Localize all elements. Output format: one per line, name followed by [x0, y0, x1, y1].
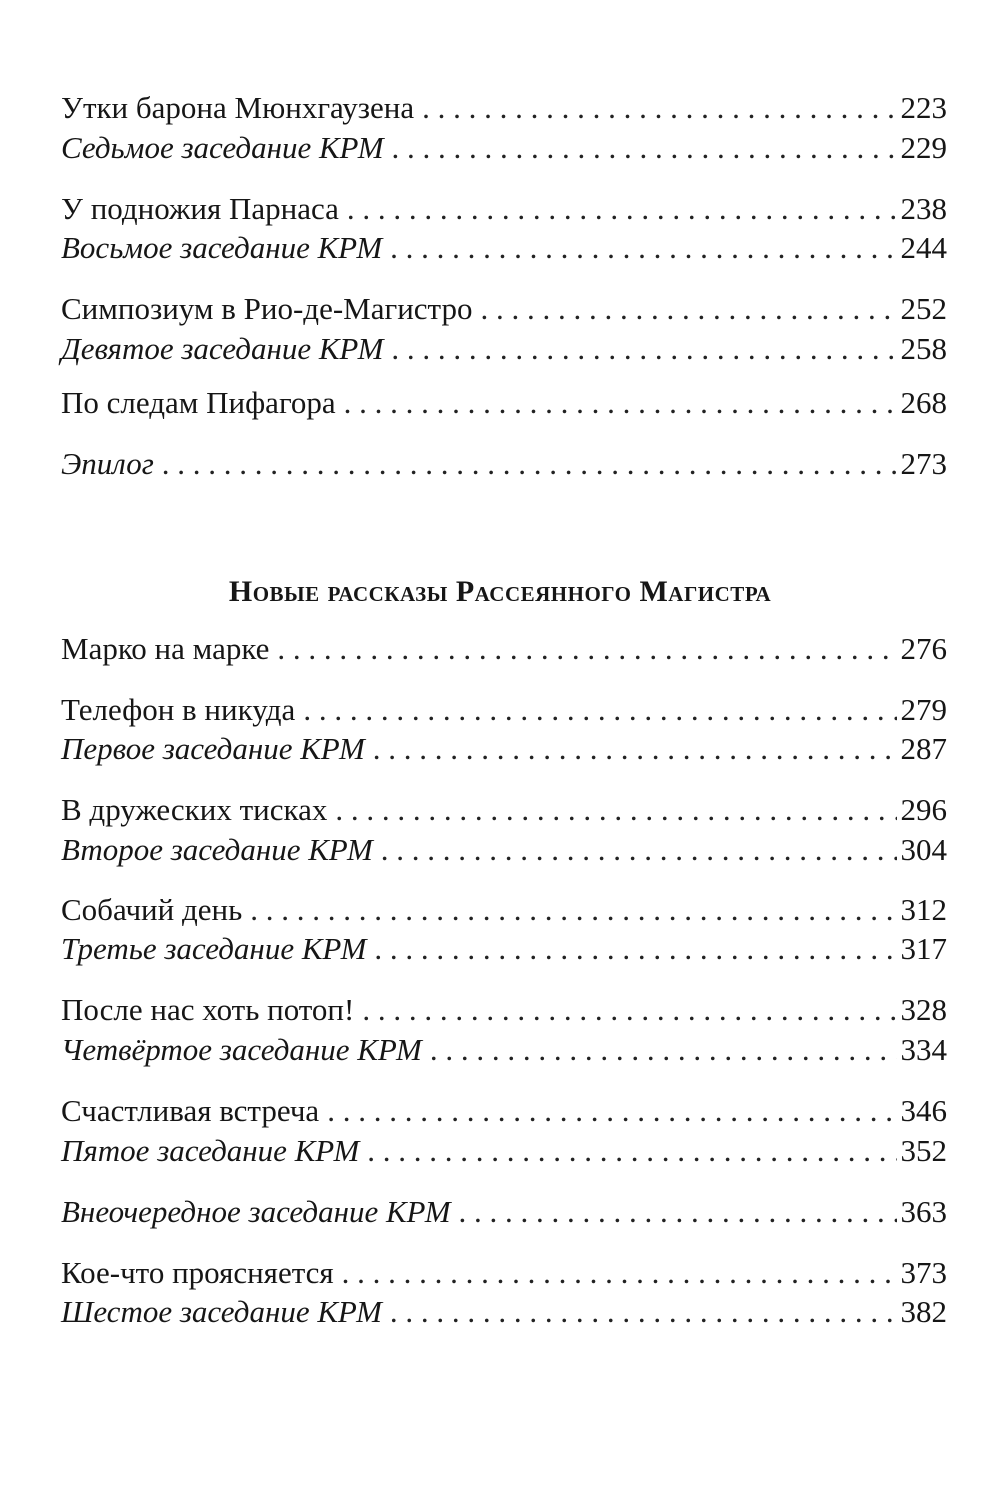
dot-leader	[392, 128, 897, 168]
toc-entry[interactable]	[61, 1192, 947, 1232]
toc-entry[interactable]	[61, 890, 947, 930]
dot-leader	[390, 1292, 897, 1332]
toc-entry-title: Пятое заседание КРМ	[61, 1133, 360, 1168]
toc-entry-title: Шестое заседание КРМ	[61, 1294, 382, 1329]
dot-leader	[344, 383, 897, 423]
dot-leader	[422, 88, 896, 128]
toc-entry-page: 382	[900, 1294, 947, 1329]
dot-leader	[459, 1192, 897, 1232]
dot-leader	[277, 629, 896, 669]
dot-leader	[390, 228, 896, 268]
dot-leader	[374, 929, 896, 969]
toc-entry-page: 279	[900, 692, 947, 727]
toc-entry[interactable]	[61, 1292, 947, 1332]
toc-entry[interactable]	[61, 289, 947, 329]
dot-leader	[335, 790, 896, 830]
toc-entry[interactable]	[61, 690, 947, 730]
dot-leader	[342, 1253, 897, 1293]
toc-entry[interactable]	[61, 729, 947, 769]
toc-entry[interactable]	[61, 228, 947, 268]
toc-entry[interactable]	[61, 383, 947, 423]
toc-entry-title: Четвёртое заседание КРМ	[61, 1032, 422, 1067]
toc-entry-page: 229	[900, 130, 947, 165]
toc-entry-page: 252	[900, 291, 947, 326]
toc-entry-title: Кое-что проясняется	[61, 1255, 334, 1290]
toc-entry-title: Собачий день	[61, 892, 243, 927]
toc-entry-title: Восьмое заседание КРМ	[61, 230, 383, 265]
toc-entry[interactable]	[61, 830, 947, 870]
section-heading: Новые рассказы Рассеянного Магистра	[228, 575, 772, 608]
toc-entry-title: Второе заседание КРМ	[61, 832, 373, 867]
dot-leader	[480, 289, 896, 329]
toc-entry-title: Симпозиум в Рио-де-Магистро	[61, 291, 473, 326]
dot-leader	[373, 729, 897, 769]
dot-leader	[391, 329, 896, 369]
toc-entry-page: 317	[900, 931, 947, 966]
toc-entry-title: Девятое заседание КРМ	[61, 331, 384, 366]
toc-entry[interactable]	[61, 1131, 947, 1171]
toc-entry-title: Эпилог	[61, 446, 154, 481]
toc-entry-title: В дружеских тисках	[61, 792, 328, 827]
toc-entry-page: 244	[900, 230, 947, 265]
toc-entry-page: 238	[900, 191, 947, 226]
toc-entry-title: Седьмое заседание КРМ	[61, 130, 384, 165]
toc-entry-page: 258	[900, 331, 947, 366]
toc-entry[interactable]	[61, 329, 947, 369]
toc-entry[interactable]	[61, 1253, 947, 1293]
dot-leader	[327, 1091, 896, 1131]
toc-entry-title: Утки барона Мюнхгаузена	[61, 90, 415, 125]
toc-entry-title: Внеочередное заседание КРМ	[61, 1194, 451, 1229]
toc-entry-page: 334	[900, 1032, 947, 1067]
toc-entry-page: 304	[900, 832, 947, 867]
toc-entry-title: Телефон в никуда	[61, 692, 296, 727]
toc-entry[interactable]	[61, 1030, 947, 1070]
dot-leader	[381, 830, 897, 870]
dot-leader	[303, 690, 896, 730]
toc-entry[interactable]	[61, 990, 947, 1030]
toc-entry-title: Первое заседание КРМ	[61, 731, 365, 766]
toc-entry-page: 352	[900, 1133, 947, 1168]
toc-entry[interactable]	[61, 88, 947, 128]
toc-entry-title: Третье заседание КРМ	[61, 931, 367, 966]
toc-entry-title: Марко на марке	[61, 631, 270, 666]
toc-entry-page: 363	[900, 1194, 947, 1229]
toc-entry-title: По следам Пифагора	[61, 385, 336, 420]
toc-entry-page: 328	[900, 992, 947, 1027]
toc-entry[interactable]	[61, 1091, 947, 1131]
toc-entry-page: 276	[900, 631, 947, 666]
toc-entry[interactable]	[61, 790, 947, 830]
toc-entry-page: 312	[900, 892, 947, 927]
dot-leader	[430, 1030, 897, 1070]
toc-entry-title: У подножия Парнаса	[61, 191, 339, 226]
toc-entry-title: После нас хоть потоп!	[61, 992, 355, 1027]
toc-entry[interactable]	[61, 189, 947, 229]
toc-entry-page: 273	[900, 446, 947, 481]
toc-entry-page: 296	[900, 792, 947, 827]
toc-entry[interactable]	[61, 128, 947, 168]
dot-leader	[162, 444, 897, 484]
toc-entry[interactable]	[61, 444, 947, 484]
dot-leader	[367, 1131, 896, 1171]
dot-leader	[362, 990, 896, 1030]
toc-entry[interactable]	[61, 929, 947, 969]
toc-entry-page: 346	[900, 1093, 947, 1128]
toc-entry-page: 268	[900, 385, 947, 420]
toc-entry-page: 373	[900, 1255, 947, 1290]
dot-leader	[347, 189, 897, 229]
toc-entry-page: 223	[900, 90, 947, 125]
toc-entry[interactable]	[61, 629, 947, 669]
toc-entry-page: 287	[900, 731, 947, 766]
toc-entry-title: Счастливая встреча	[61, 1093, 320, 1128]
dot-leader	[250, 890, 896, 930]
